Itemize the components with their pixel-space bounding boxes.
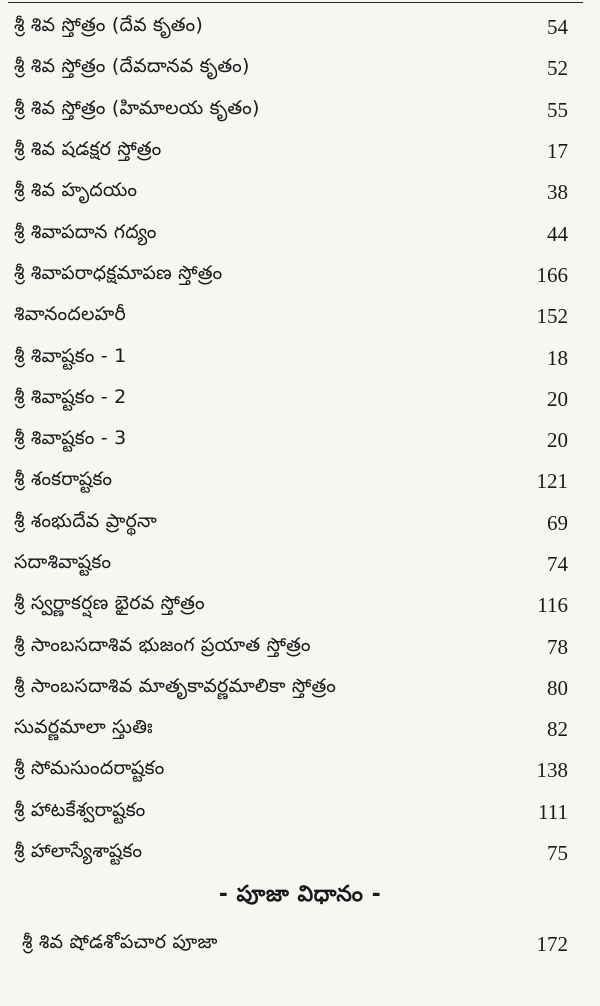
list-item [22,924,568,964]
toc-page-number: 116 [537,593,568,618]
list-item [14,172,568,213]
toc-page-number: 20 [547,386,568,411]
toc-title: శ్రీ శంభుదేవ ప్రార్థనా [14,509,157,532]
toc-page-number: 74 [547,552,568,576]
toc-page-number: 166 [536,262,568,287]
toc-page-number: 111 [538,799,568,824]
toc-title: శ్రీ శివాపదాన గద్యం [14,220,157,243]
toc-page-number: 17 [547,139,568,164]
toc-title: శ్రీ శివ స్తోత్రం (దేవదానవ కృతం) [14,55,250,78]
toc-title: శ్రీ శంకరాష్టకం [14,468,113,491]
section-heading: - పూజా విధానం - [218,882,382,907]
list-item [14,90,568,131]
list-item [14,48,568,89]
toc-page-number: 18 [547,345,568,370]
toc-title: శ్రీ శివ స్తోత్రం (దేవ కృతం) [14,14,204,37]
toc-title: శ్రీ శివాష్టకం - 1 [14,344,127,367]
toc-title: శ్రీ స్వర్ణాకర్షణ భైరవ స్తోత్రం [14,592,205,615]
top-rule [8,2,583,3]
toc-title: శ్రీ శివ స్తోత్రం (హిమాలయ కృతం) [14,96,260,119]
toc-page-number: 172 [536,931,568,956]
toc-page-number: 52 [547,56,568,81]
toc-page-number: 82 [547,717,568,742]
list-item [14,626,568,667]
list-item [14,337,568,378]
toc-page-number: 69 [547,510,568,535]
toc-page-number: 38 [547,180,568,205]
toc-title: శ్రీ శివ హృదయం [14,179,138,202]
toc-page-number: 44 [547,221,568,246]
toc-page-number: 54 [547,15,568,40]
table-of-contents [14,7,568,874]
toc-title: శ్రీ సాంబసదాశివ మాతృకావర్ణమాలికా స్తోత్రం [14,674,337,697]
list-item [14,131,568,172]
toc-title: సదాశివాష్టకం [14,551,112,573]
list-item [14,7,568,48]
toc-page-number: 20 [547,428,568,453]
list-item [14,213,568,254]
list-item [14,461,568,502]
list-item [14,709,568,750]
list-item [14,792,568,833]
toc-title: శ్రీ సాంబసదాశివ భుజంగ ప్రయాత స్తోత్రం [14,633,311,656]
toc-page-number: 75 [547,841,568,866]
toc-title: శివానందలహరీ [14,303,126,326]
toc-page-number: 152 [536,304,568,329]
toc-title: శ్రీ సోమసుందరాష్టకం [14,757,165,780]
toc-title: శ్రీ హాటకేశ్వరాష్టకం [14,798,146,821]
list-item [14,833,568,874]
toc-title: శ్రీ శివాష్టకం - 2 [14,385,127,408]
toc-page-number: 80 [547,675,568,700]
list-item [14,503,568,544]
list-item [14,544,568,585]
toc-title: శ్రీ శివ షడక్షర స్తోత్రం [14,138,162,161]
list-item [14,255,568,296]
toc-title: శ్రీ శివాపరాధక్షమాపణ స్తోత్రం [14,261,223,284]
list-item [14,296,568,337]
list-item [14,379,568,420]
toc-title: శ్రీ శివాష్టకం - 3 [14,427,127,450]
toc-page-number: 78 [547,634,568,659]
toc-page-number: 138 [536,758,568,783]
list-item [14,585,568,626]
toc-page-number: 121 [536,469,568,494]
toc-title: శ్రీ శివ షోడశోపచార పూజా [22,930,218,953]
list-item [14,668,568,709]
toc-title: సువర్ణమాలా స్తుతిః [14,716,153,739]
toc-title: శ్రీ హాలాస్యేశాష్టకం [14,840,143,863]
list-item [14,420,568,461]
list-item [14,750,568,791]
toc-page-number: 55 [547,97,568,122]
